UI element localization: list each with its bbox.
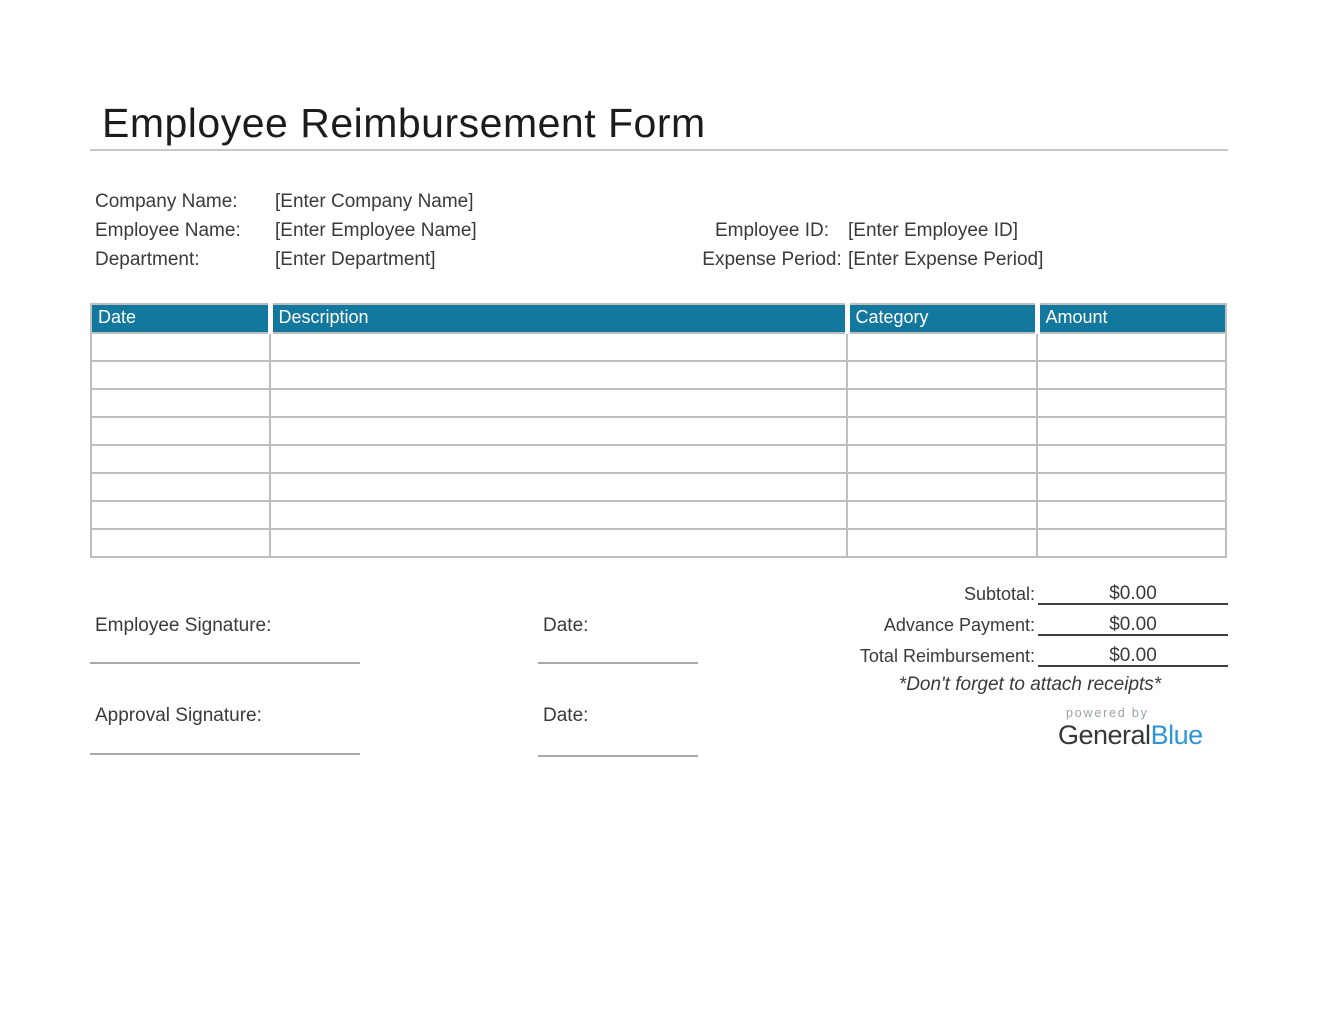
table-cell[interactable] [1037, 473, 1226, 501]
table-cell[interactable] [1037, 529, 1226, 557]
employee-date-label: Date: [543, 615, 589, 636]
general-blue-logo [1058, 720, 1203, 751]
column-header-date: Date [91, 304, 270, 333]
table-cell[interactable] [847, 473, 1037, 501]
column-header-description: Description [270, 304, 847, 333]
approval-date-label: Date: [543, 705, 589, 726]
table-row [91, 445, 1226, 473]
table-cell[interactable] [270, 389, 847, 417]
table-cell[interactable] [847, 529, 1037, 557]
employee-signature-label: Employee Signature: [95, 615, 272, 636]
table-cell[interactable] [1037, 389, 1226, 417]
brand-blue-text: Blue [1150, 720, 1203, 750]
employee-signature-line[interactable] [90, 662, 360, 664]
table-cell[interactable] [270, 361, 847, 389]
table-cell[interactable] [270, 473, 847, 501]
total-reimbursement-value: $0.00 [1038, 646, 1228, 667]
table-row [91, 333, 1226, 361]
total-reimbursement-label: Total Reimbursement: [859, 646, 1035, 666]
table-cell[interactable] [1037, 445, 1226, 473]
page-title: Employee Reimbursement Form [102, 100, 706, 146]
table-row [91, 529, 1226, 557]
advance-payment-label: Advance Payment: [883, 615, 1035, 635]
expense-period-label: Expense Period: [702, 249, 842, 270]
table-cell[interactable] [91, 473, 270, 501]
table-row [91, 501, 1226, 529]
employee-id-field[interactable]: [Enter Employee ID] [848, 220, 1019, 241]
table-cell[interactable] [847, 389, 1037, 417]
expense-table [90, 303, 1227, 558]
expense-period-field[interactable]: [Enter Expense Period] [848, 249, 1044, 270]
advance-payment-value[interactable]: $0.00 [1038, 615, 1228, 636]
table-cell[interactable] [91, 501, 270, 529]
approval-signature-label: Approval Signature: [95, 705, 262, 726]
employee-date-line[interactable] [538, 662, 698, 664]
expense-table-header-row [91, 304, 1226, 333]
table-cell[interactable] [91, 333, 270, 361]
table-cell[interactable] [270, 501, 847, 529]
table-cell[interactable] [847, 361, 1037, 389]
company-name-label: Company Name: [95, 191, 238, 212]
table-cell[interactable] [847, 333, 1037, 361]
table-cell[interactable] [91, 417, 270, 445]
column-header-category: Category [847, 304, 1037, 333]
department-field[interactable]: [Enter Department] [275, 249, 436, 270]
table-cell[interactable] [847, 417, 1037, 445]
column-header-amount: Amount [1037, 304, 1226, 333]
employee-id-label: Employee ID: [714, 220, 830, 241]
table-row [91, 473, 1226, 501]
approval-date-line[interactable] [538, 755, 698, 757]
table-cell[interactable] [1037, 501, 1226, 529]
subtotal-label: Subtotal: [963, 584, 1035, 604]
table-cell[interactable] [91, 529, 270, 557]
table-row [91, 417, 1226, 445]
table-row [91, 389, 1226, 417]
table-cell[interactable] [91, 361, 270, 389]
company-name-field[interactable]: [Enter Company Name] [275, 191, 474, 212]
department-label: Department: [95, 249, 200, 270]
table-cell[interactable] [847, 501, 1037, 529]
attach-receipts-note: *Don't forget to attach receipts* [898, 674, 1162, 695]
subtotal-value: $0.00 [1038, 584, 1228, 605]
table-cell[interactable] [91, 389, 270, 417]
table-cell[interactable] [270, 333, 847, 361]
brand-general-text: General [1058, 720, 1151, 750]
powered-by-text: powered by [1066, 706, 1149, 720]
title-divider [90, 149, 1228, 151]
table-cell[interactable] [1037, 417, 1226, 445]
table-cell[interactable] [847, 445, 1037, 473]
table-cell[interactable] [1037, 361, 1226, 389]
table-cell[interactable] [270, 417, 847, 445]
employee-name-label: Employee Name: [95, 220, 241, 241]
table-row [91, 361, 1226, 389]
employee-name-field[interactable]: [Enter Employee Name] [275, 220, 477, 241]
approval-signature-line[interactable] [90, 753, 360, 755]
table-cell[interactable] [91, 445, 270, 473]
table-cell[interactable] [270, 529, 847, 557]
table-cell[interactable] [270, 445, 847, 473]
table-cell[interactable] [1037, 333, 1226, 361]
